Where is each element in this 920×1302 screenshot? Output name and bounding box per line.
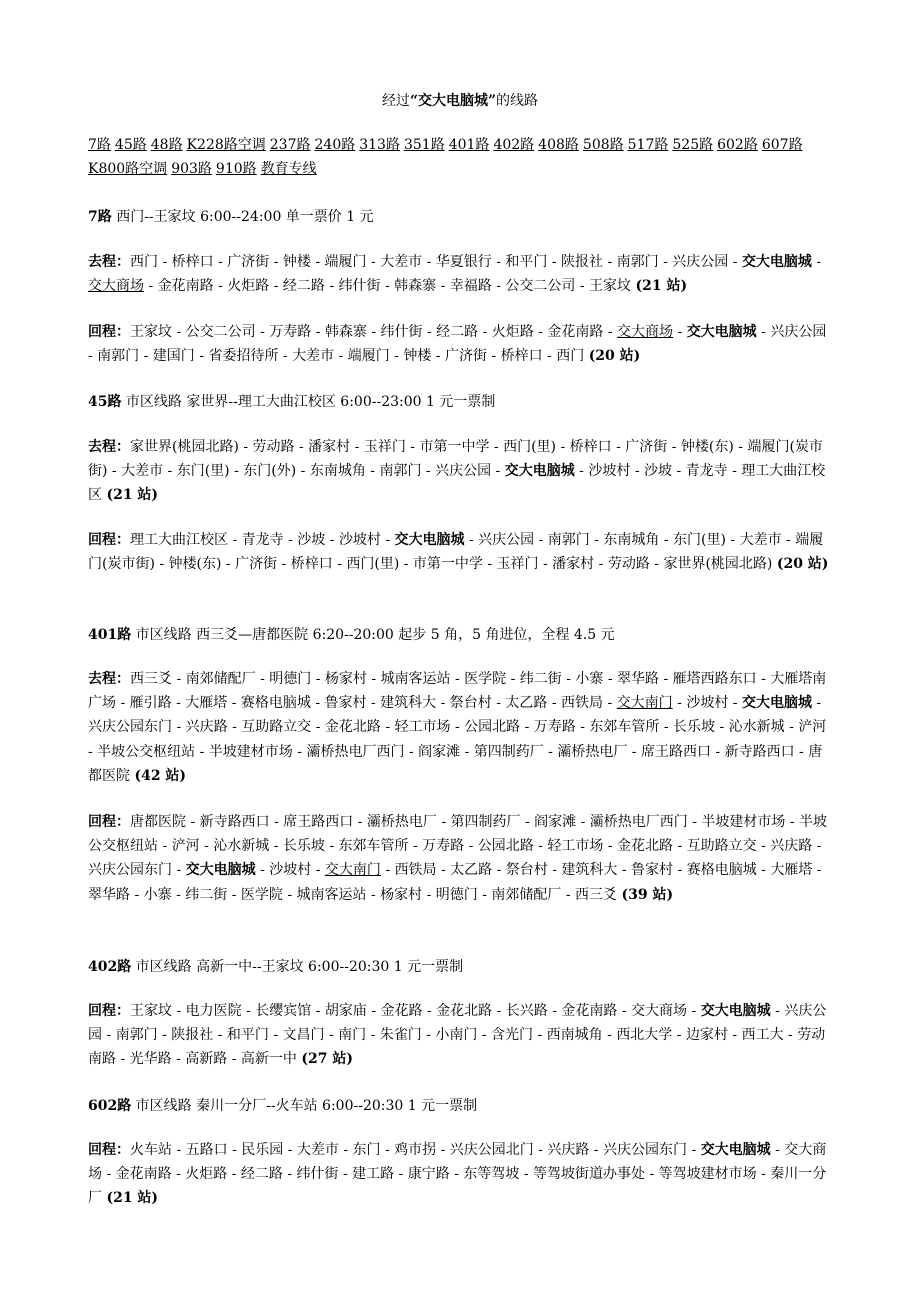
route-link[interactable]: 517路 xyxy=(627,137,669,153)
stop-link[interactable]: 交大商场 xyxy=(617,324,674,340)
route-link[interactable]: 607路 xyxy=(761,137,803,153)
page-title xyxy=(88,91,832,111)
highlight-stop: (27 站) xyxy=(301,1051,353,1068)
route-link[interactable]: 48路 xyxy=(150,137,183,153)
route-45-header xyxy=(88,390,832,414)
route-link[interactable]: 910路 xyxy=(215,161,257,178)
route-info: 市区线路 高新一中--王家坟 6:00--20:30 1 元一票制 xyxy=(131,959,464,975)
trip-label: 回程： xyxy=(88,324,130,340)
route-link[interactable]: 351路 xyxy=(403,137,445,153)
route-info: 市区线路 秦川一分厂--火车站 6:00--20:30 1 元一票制 xyxy=(131,1098,478,1114)
stop-text: - xyxy=(811,254,822,270)
route-link[interactable]: 903路 xyxy=(171,161,212,178)
route-45-return xyxy=(88,528,832,576)
highlight-stop: (20 站) xyxy=(776,556,829,573)
route-name: 7路 xyxy=(88,209,112,225)
stop-text: - 兴庆公园东门 - 兴庆路 - 互助路立交 - 金花北路 - 轻工市场 - 公园北路 - 万寿路 - 东郊车管所 - 长乐坡 - 沁水新城 - 浐河 - 半坡公交枢纽站 - 半坡建材市场 - 灞桥热电厂西门 - 阎家滩 - 第四制药厂 - 灞桥热电厂 - 席王路西口 - 新寺路西口 - 唐都医院 xyxy=(88,695,827,784)
trip-stops xyxy=(88,1003,826,1067)
stop-text: - 兴庆公园 - 南郭门 - 东南城角 - 东门(里) - 大差市 - 端履门(炭市街) - 钟楼(东) - 广济街 - 桥梓口 - 西门(里) - 市第一中学 - 玉祥门 - 潘家村 - 劳动路 - 家世界(桃园北路) xyxy=(88,532,824,573)
trip-label: 去程： xyxy=(88,671,130,687)
stop-link[interactable]: 交大南门 xyxy=(324,862,381,879)
route-name: 402路 xyxy=(88,959,132,975)
stop-text: - xyxy=(673,324,687,340)
route-401-return xyxy=(88,810,832,907)
route-45-outbound xyxy=(88,435,832,508)
trip-label: 回程： xyxy=(88,532,130,548)
highlight-stop: (20 站) xyxy=(588,348,641,365)
trip-label: 去程： xyxy=(88,439,130,455)
highlight-stop: 交大电脑城 xyxy=(700,1142,771,1158)
route-402-header xyxy=(88,955,832,979)
route-link[interactable]: 408路 xyxy=(538,137,579,153)
highlight-stop: 交大电脑城 xyxy=(741,695,812,712)
route-link[interactable]: 7路 xyxy=(88,137,111,153)
route-7-outbound xyxy=(88,250,832,298)
route-401-outbound xyxy=(88,667,832,788)
trip-label: 回程： xyxy=(88,814,130,830)
route-402-return xyxy=(88,999,832,1072)
route-7-return xyxy=(88,320,832,368)
route-link[interactable]: 602路 xyxy=(717,137,758,153)
trip-stops xyxy=(88,439,825,503)
highlight-stop: (39 站) xyxy=(621,886,674,903)
route-links xyxy=(88,133,832,181)
trip-label: 回程： xyxy=(88,1003,130,1019)
stop-text: 唐都医院 - 新寺路西口 - 席王路西口 - 灞桥热电厂 - 第四制药厂 - 阎家滩 - 灞桥热电厂西门 - 半坡建材市场 - 半坡公交枢纽站 - 浐河 - 沁水新城 - 长乐坡 - 东郊车管所 - 万寿路 - 公园北路 - 轻工市场 - 金花北路 - 互助路立交 - 兴庆路 - 兴庆公园东门 - xyxy=(88,814,828,879)
stop-text: - 兴庆公园 - 南郭门 - 建国门 - 省委招待所 - 大差市 - 端履门 - 钟楼 - 广济街 - 桥梓口 - 西门 xyxy=(88,324,827,365)
route-info: 西门--王家坟 6:00--24:00 单一票价 1 元 xyxy=(111,209,374,225)
stop-text: - 兴庆公园 - 南郭门 - 陕报社 - 和平门 - 文昌门 - 南门 - 朱雀门 - 小南门 - 含光门 - 西南城角 - 西北大学 - 边家村 - 西工大 - 劳动南路 - 光华路 - 高新路 - 高新一中 xyxy=(88,1003,827,1068)
highlight-stop: 交大电脑城 xyxy=(185,862,256,879)
stop-text: 王家坟 - 电力医院 - 长缨宾馆 - 胡家庙 - 金花路 - 金花北路 - 长兴路 - 金花南路 - 交大商场 - xyxy=(130,1003,701,1019)
route-link[interactable]: 教育专线 xyxy=(260,161,317,178)
route-7-header xyxy=(88,205,832,229)
highlight-stop: (21 站) xyxy=(106,1190,159,1207)
route-info: 市区线路 西三爻—唐都医院 6:20--20:00 起步 5 角，5 角进位，全程 4.5 元 xyxy=(131,627,615,643)
route-name: 602路 xyxy=(88,1098,132,1114)
route-link[interactable]: K800路空调 xyxy=(88,161,168,178)
stop-text: 家世界(桃园北路) - 劳动路 - 潘家村 - 玉祥门 - 市第一中学 - 西门(里) - 桥梓口 - 广济街 - 钟楼(东) - 端履门(炭市街) - 大差市 - 东门(里) - 东门(外) - 东南城角 - 南郭门 - 兴庆公园 - xyxy=(88,439,823,480)
highlight-stop: 交大电脑城 xyxy=(686,324,757,340)
trip-stops xyxy=(88,814,827,903)
highlight-stop: (21 站) xyxy=(635,278,688,295)
trip-label: 回程： xyxy=(88,1142,130,1158)
stop-text: 理工大曲江校区 - 青龙寺 - 沙坡 - 沙坡村 - xyxy=(130,532,395,548)
highlight-stop: 交大电脑城 xyxy=(504,463,575,480)
route-401-header xyxy=(88,623,832,647)
highlight-stop: 交大电脑城 xyxy=(394,532,465,548)
route-link[interactable]: 508路 xyxy=(582,137,624,153)
route-info: 市区线路 家世界--理工大曲江校区 6:00--23:00 1 元一票制 xyxy=(121,394,496,410)
trip-stops xyxy=(88,1142,826,1206)
stop-link[interactable]: 交大南门 xyxy=(616,695,673,712)
trip-stops xyxy=(88,532,828,572)
stop-text: - 西铁局 - 太乙路 - 祭台村 - 建筑科大 - 鲁家村 - 赛格电脑城 - 大雁塔 - 翠华路 - 小寨 - 纬二街 - 医学院 - 城南客运站 - 杨家村 - 明德门 - 南郊储配厂 - 西三爻 xyxy=(88,862,822,903)
stop-text: 西三爻 - 南郊储配厂 - 明德门 - 杨家村 - 城南客运站 - 医学院 - 纬二街 - 小寨 - 翠华路 - 雁塔西路东口 - 大雁塔南广场 - 雁引路 - 大雁塔 - 赛格电脑城 - 鲁家村 - 建筑科大 - 祭台村 - 太乙路 - 西铁局 - xyxy=(88,671,827,712)
route-link[interactable]: 240路 xyxy=(314,137,356,153)
stop-text: 火车站 - 五路口 - 民乐园 - 大差市 - 东门 - 鸡市拐 - 兴庆公园北门 - 兴庆路 - 兴庆公园东门 - xyxy=(130,1142,701,1158)
highlight-stop: 交大电脑城 xyxy=(700,1003,771,1019)
route-link[interactable]: 525路 xyxy=(672,137,714,153)
title-suffix: 的线路 xyxy=(496,93,539,109)
stop-text: - 沙坡村 - 沙坡 - 青龙寺 - 理工大曲江校区 xyxy=(88,463,826,504)
trip-stops xyxy=(88,324,826,364)
route-link[interactable]: 237路 xyxy=(269,137,311,153)
stop-text: - 沙坡村 - xyxy=(255,862,325,879)
trip-stops xyxy=(88,671,826,784)
stop-text: 王家坟 - 公交二公司 - 万寿路 - 韩森寨 - 纬什街 - 经二路 - 火炬路 - 金花南路 - xyxy=(130,324,618,340)
route-link[interactable]: 402路 xyxy=(493,137,535,153)
stop-text: - 金花南路 - 火炬路 - 经二路 - 纬什街 - 韩森寨 - 幸福路 - 公交二公司 - 王家坟 xyxy=(144,278,636,295)
highlight-stop: (21 站) xyxy=(106,487,159,504)
route-name: 45路 xyxy=(88,394,122,410)
route-link[interactable]: 313路 xyxy=(359,137,400,153)
route-name: 401路 xyxy=(88,627,132,643)
route-link[interactable]: 401路 xyxy=(448,137,490,153)
route-link[interactable]: K228路空调 xyxy=(186,137,266,153)
stop-text: - 沙坡村 - xyxy=(672,695,742,712)
stop-text: - 交大商场 - 金花南路 - 火炬路 - 经二路 - 纬什街 - 建工路 - 康宁路 - 东等驾坡 - 等驾坡街道办事处 - 等驾坡建材市场 - 秦川一分厂 xyxy=(88,1142,827,1207)
stop-link[interactable]: 交大商场 xyxy=(88,278,144,295)
highlight-stop: 交大电脑城 xyxy=(741,254,812,270)
highlight-stop: (42 站) xyxy=(134,767,187,784)
route-link[interactable]: 45路 xyxy=(114,137,147,153)
route-602-header xyxy=(88,1094,832,1118)
trip-label: 去程： xyxy=(88,254,130,270)
stop-text: 西门 - 桥梓口 - 广济街 - 钟楼 - 端履门 - 大差市 - 华夏银行 - 和平门 - 陕报社 - 南郭门 - 兴庆公园 - xyxy=(130,254,742,270)
route-602-return xyxy=(88,1138,832,1211)
trip-stops xyxy=(88,254,821,294)
title-quoted: “交大电脑城” xyxy=(409,93,497,109)
title-prefix: 经过 xyxy=(381,93,410,109)
